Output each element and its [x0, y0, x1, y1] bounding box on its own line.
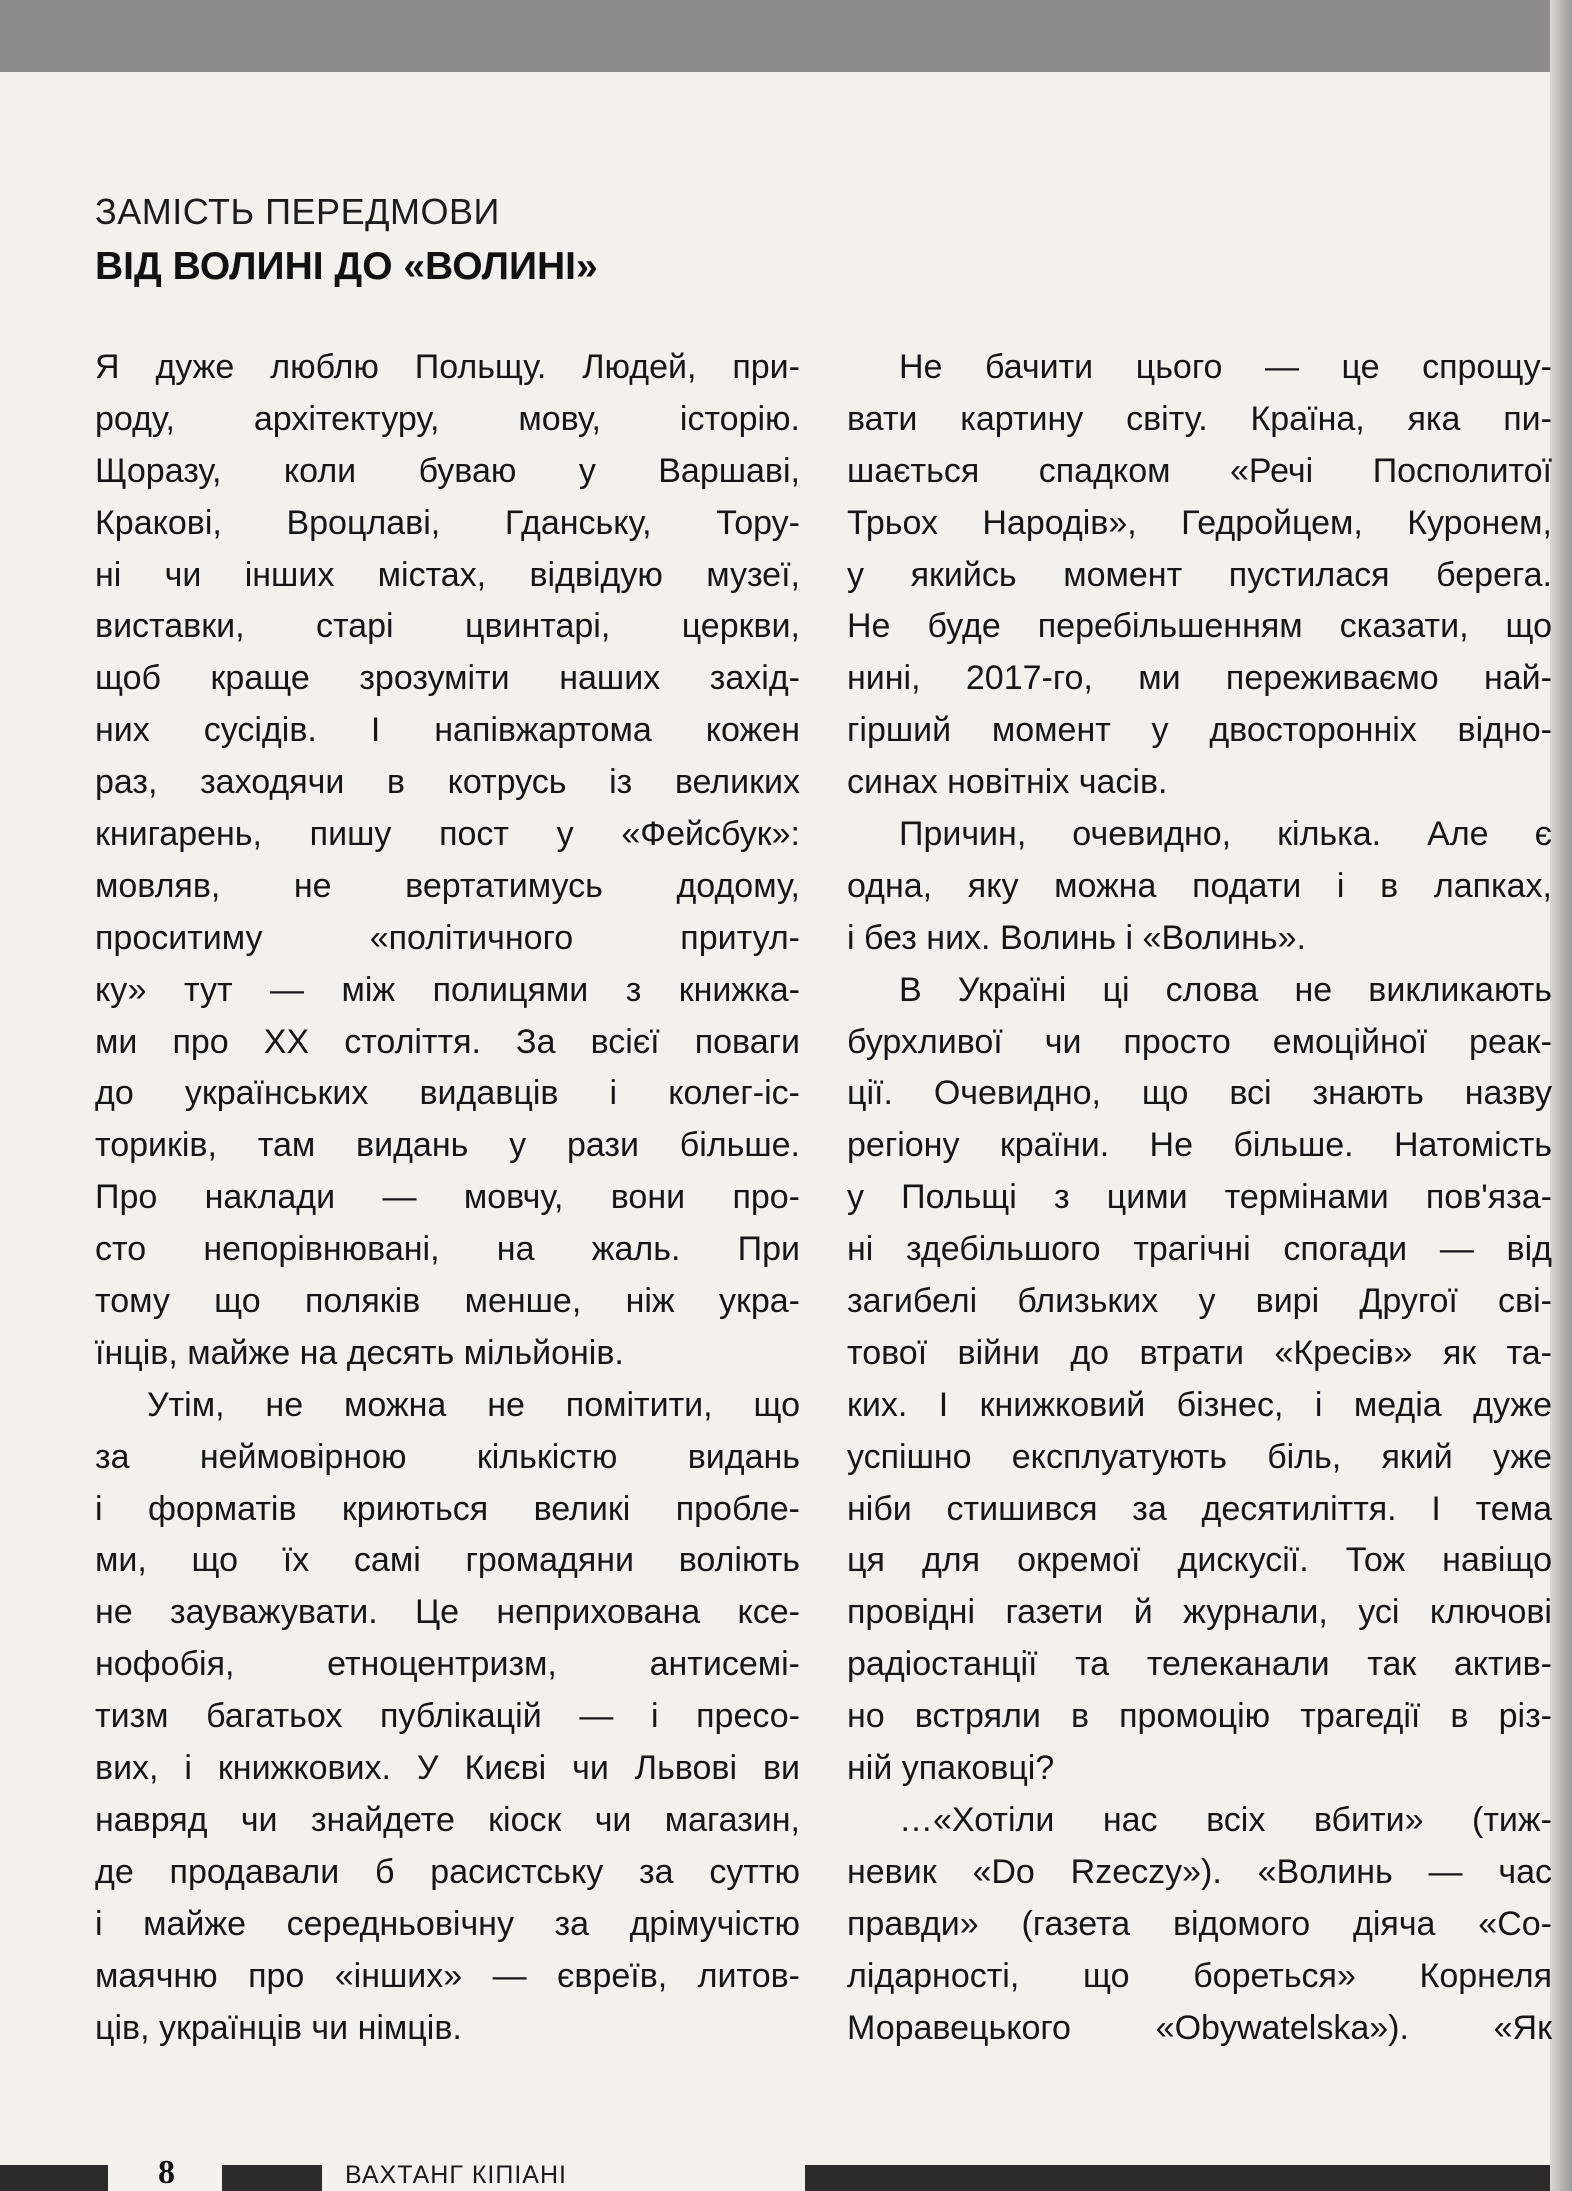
text-column-right — [847, 342, 1552, 2054]
text-line: у Польщі з цими термінами пов'яза- — [847, 1178, 1552, 1217]
text-line: Моравецького «Obywatelska»). «Як — [847, 2008, 1552, 2047]
text-line: радіостанції та телеканали так актив- — [847, 1645, 1552, 1684]
text-line: Не бачити цього — це спрощу- — [899, 348, 1552, 386]
text-line: Причин, очевидно, кілька. Але є — [899, 815, 1552, 854]
text-line: успішно експлуатують біль, який уже — [847, 1437, 1552, 1476]
text-line: мовляв, не вертатимусь додому, — [95, 866, 800, 905]
text-line: сто непорівнювані, на жаль. При — [95, 1230, 800, 1269]
text-line: синах новітніх часів. — [847, 763, 1168, 802]
text-line: ми, що їх самі громадяни воліють — [95, 1541, 800, 1580]
text-line: Кракові, Вроцлаві, Гданську, Тору- — [95, 503, 800, 542]
text-line: правди» (газета відомого діяча «Со- — [847, 1904, 1552, 1943]
text-line: ториків, там видань у рази більше. — [95, 1126, 800, 1165]
text-line: маячню про «інших» — євреїв, литов- — [95, 1956, 800, 1995]
text-line: Не буде перебільшенням сказати, що — [847, 607, 1552, 646]
text-line: нофобія, етноцентризм, антисемі- — [95, 1645, 800, 1684]
text-line: но встряли в промоцію трагедії в різ- — [847, 1697, 1552, 1736]
text-line: тому що поляків менше, ніж укра- — [95, 1282, 800, 1321]
text-line: ній упаковці? — [847, 1749, 1055, 1788]
text-line: лідарності, що бореться» Корнеля — [847, 1956, 1552, 1995]
text-line: ких. І книжковий бізнес, і медіа дуже — [847, 1385, 1552, 1424]
text-line: тової війни до втрати «Кресів» як та- — [847, 1333, 1552, 1372]
text-line: ця для окремої дискусії. Тож навіщо — [847, 1541, 1552, 1580]
chapter-header — [95, 188, 995, 292]
text-line: ми про XX століття. За всієї поваги — [95, 1022, 800, 1061]
text-line: їнців, майже на десять мільйонів. — [95, 1333, 624, 1372]
page-footer — [0, 2155, 1572, 2191]
text-column-left — [95, 342, 800, 2054]
text-line: Я дуже люблю Польщу. Людей, при- — [95, 348, 800, 386]
text-line: В Україні ці слова не викликають — [899, 970, 1552, 1009]
chapter-kicker: ЗАМІСТЬ ПЕРЕДМОВИ — [95, 191, 500, 232]
footer-rule — [805, 2165, 1550, 2191]
text-line: вих, і книжкових. У Києві чи Львові ви — [95, 1749, 800, 1788]
text-line: гірший момент у двосторонніх відно- — [847, 711, 1552, 750]
text-line: Щоразу, коли буваю у Варшаві, — [95, 451, 800, 490]
text-line: …«Хотіли нас всіх вбити» (тиж- — [899, 1800, 1552, 1839]
text-line: де продавали б расистську за суттю — [95, 1852, 800, 1891]
text-line: шається спадком «Речі Посполитої — [847, 451, 1552, 490]
text-line: Про наклади — мовчу, вони про- — [95, 1178, 800, 1217]
scan-right-edge — [1550, 0, 1572, 2191]
text-line: роду, архітектуру, мову, історію. — [95, 399, 800, 438]
text-line: тизм багатьох публікацій — і пресо- — [95, 1697, 800, 1736]
text-line: книгарень, пишу пост у «Фейсбук»: — [95, 815, 800, 854]
running-head-author: ВАХТАНГ КІПІАНІ — [345, 2161, 567, 2189]
text-line: раз, заходячи в котрусь із великих — [95, 763, 800, 802]
text-line: ні здебільшого трагічні спогади — від — [847, 1230, 1552, 1269]
text-line: Трьох Народів», Гедройцем, Куронем, — [847, 503, 1552, 542]
text-line: щоб краще зрозуміти наших захід- — [95, 659, 800, 698]
text-line: них сусідів. І напівжартома кожен — [95, 711, 800, 750]
footer-rule — [0, 2165, 108, 2191]
text-line: і форматів криються великі пробле- — [95, 1489, 800, 1528]
text-line: до українських видавців і колег-іс- — [95, 1074, 800, 1113]
text-line: провідні газети й журнали, усі ключові — [847, 1593, 1552, 1632]
text-line: загибелі близьких у вирі Другої сві- — [847, 1282, 1552, 1321]
text-line: не зауважувати. Це неприхована ксе- — [95, 1593, 800, 1632]
text-line: за неймовірною кількістю видань — [95, 1437, 800, 1476]
text-line: ції. Очевидно, що всі знають назву — [847, 1074, 1552, 1113]
chapter-title: ВІД ВОЛИНІ ДО «ВОЛИНІ» — [95, 245, 598, 288]
text-line: вати картину світу. Країна, яка пи- — [847, 399, 1552, 438]
text-line: нині, 2017-го, ми переживаємо най- — [847, 659, 1552, 698]
text-line: і майже середньовічну за дрімучістю — [95, 1904, 800, 1943]
page-number: 8 — [158, 2154, 175, 2191]
text-line: навряд чи знайдете кіоск чи магазин, — [95, 1800, 800, 1839]
text-line: ні чи інших містах, відвідую музеї, — [95, 555, 800, 594]
text-line: невик «Do Rzeczy»). «Волинь — час — [847, 1852, 1552, 1891]
scan-top-band — [0, 0, 1572, 72]
text-line: у якийсь момент пустилася берега. — [847, 555, 1552, 594]
footer-rule — [222, 2165, 322, 2191]
text-line: виставки, старі цвинтарі, церкви, — [95, 607, 800, 646]
text-line: ців, українців чи німців. — [95, 2008, 462, 2047]
text-line: регіону країни. Не більше. Натомість — [847, 1126, 1552, 1165]
text-line: бурхливої чи просто емоційної реак- — [847, 1022, 1552, 1061]
text-line: Утім, не можна не помітити, що — [147, 1385, 800, 1424]
text-line: проситиму «політичного притул- — [95, 918, 800, 957]
text-line: ку» тут — між полицями з книжка- — [95, 970, 800, 1009]
text-line: одна, яку можна подати і в лапках, — [847, 866, 1552, 905]
text-line: і без них. Волинь і «Волинь». — [847, 918, 1306, 957]
text-line: ніби стишився за десятиліття. І тема — [847, 1489, 1552, 1528]
